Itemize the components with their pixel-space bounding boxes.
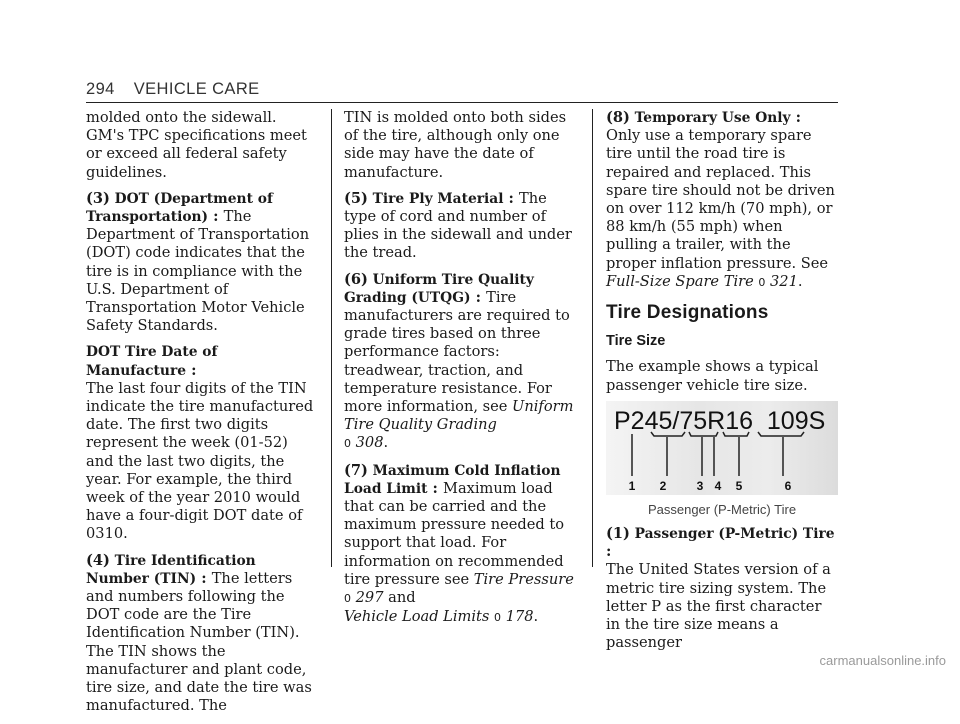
conjunction: and — [383, 589, 416, 607]
figure-label-6: 6 — [784, 478, 792, 493]
term-body: Tire manufacturers are required to grade tires based on three performance factors: treadwear, traction, and temperature resistance. For more information, see — [344, 288, 570, 416]
figure-label-3: 3 — [696, 478, 704, 493]
term-heading: Temporary Use Only — [634, 110, 791, 126]
term-heading: Maximum Cold Inflation Load Limit — [344, 462, 561, 497]
term-body: The United States version of a metric tire sizing system. The letter P as the first character in the tire size means a passenger — [606, 561, 831, 652]
page-number: 294 — [86, 80, 115, 98]
item-number: (8) — [606, 109, 630, 126]
cross-reference-link[interactable]: Tire Pressure — [473, 570, 574, 588]
paragraph: TIN is molded onto both sides of the tire, although only one side may have the date of manufacture. — [344, 109, 567, 181]
column-divider-1 — [331, 109, 332, 567]
term-body: The letters and numbers following the DOT code are the Tire Identification Number (TIN). The TIN shows the manufacturer and plant code, tire size, and date the tire was manufactured. The — [86, 569, 312, 715]
paragraph-tin — [86, 552, 318, 716]
paragraph: The example shows a typical passenger vehicle tire size. — [606, 358, 819, 394]
page-header — [86, 80, 838, 99]
cross-reference-link[interactable]: Vehicle Load Limits — [344, 608, 490, 626]
colon: : — [196, 569, 212, 587]
page-reference[interactable]: 321 — [770, 272, 798, 290]
figure-label-4: 4 — [714, 478, 722, 493]
tire-size-diagram — [606, 401, 838, 495]
figure-label-2: 2 — [659, 478, 667, 493]
subsection-title: Tire Size — [606, 333, 666, 350]
cross-reference-link[interactable]: Uniform Tire Quality Grading — [344, 398, 574, 434]
term-heading: Passenger (P-Metric) Tire — [634, 526, 835, 543]
period: . — [533, 608, 539, 626]
figure-label-1: 1 — [628, 478, 636, 493]
term-heading: DOT Tire Date of Manufacture — [86, 344, 218, 379]
watermark: carmanualsonline.info — [819, 653, 946, 668]
paragraph-ply — [344, 190, 576, 263]
page-reference[interactable]: 297 — [355, 589, 384, 607]
paragraph-dot-date — [86, 343, 318, 543]
term-heading: Tire Ply Material — [372, 190, 504, 207]
colon: : — [186, 361, 197, 379]
period: . — [383, 434, 389, 452]
item-number: (4) — [86, 551, 110, 569]
item-number: (5) — [344, 189, 368, 207]
paragraph-dot — [86, 190, 318, 336]
item-number: (7) — [344, 461, 368, 479]
section-name: VEHICLE CARE — [133, 80, 260, 98]
page-arrow-icon: 0 — [494, 611, 502, 625]
column-2 — [344, 109, 576, 635]
header-rule — [86, 102, 838, 103]
paragraph-max-load — [344, 462, 576, 628]
figure-caption: Passenger (P-Metric) Tire — [647, 501, 797, 517]
term-body: Only use a temporary spare tire until the road tire is repaired and replaced. This spare tire should not be driven on over 112 km/h (70 mph), or 88 km/h (55 mph) when pulling a trailer, with the proper inflation pressure. See — [606, 127, 835, 272]
column-3 — [606, 109, 838, 660]
page-reference[interactable]: 308 — [355, 434, 384, 452]
term-body: The type of cord and number of plies in the sidewall and under the tread. — [344, 189, 572, 262]
paragraph-passenger-tire — [606, 525, 838, 652]
term-body: The Department of Transportation (DOT) code indicates that the tire is in compliance with the U.S. Department of Transportation Motor Vehicle Safety Standards. — [86, 208, 310, 335]
pointer-lines — [632, 434, 783, 476]
colon: : — [790, 109, 801, 126]
column-1 — [86, 109, 318, 724]
item-number: (6) — [344, 270, 368, 288]
colon: : — [208, 208, 224, 226]
term-heading: DOT (Department of Transportation) — [86, 190, 273, 226]
paragraph: molded onto the sidewall. GM's TPC specifications meet or exceed all federal safety guidelines. — [86, 109, 307, 181]
term-body: The last four digits of the TIN indicate the tire manufactured date. The first two digits represent the week (01-52) and the last two digits, the year. For example, the third week of the year 2010 would have a four-digit DOT date of 0310. — [86, 379, 314, 543]
tire-size-figure — [606, 401, 838, 495]
period: . — [797, 272, 803, 290]
colon: : — [606, 543, 612, 561]
term-heading: Tire Identification Number (TIN) — [86, 552, 256, 587]
colon: : — [470, 288, 487, 306]
tire-code-text: P245/75R16 109S — [614, 406, 826, 435]
page-arrow-icon: 0 — [344, 437, 351, 451]
paragraph-temporary-use — [606, 109, 838, 292]
column-divider-2 — [592, 109, 593, 567]
page-arrow-icon: 0 — [758, 275, 766, 289]
page-arrow-icon: 0 — [344, 592, 351, 606]
term-body: Maximum load that can be carried and the maximum pressure needed to support that load. For information on recommended tire pressure see — [344, 479, 565, 588]
cross-reference-link[interactable]: Full-Size Spare Tire — [606, 272, 754, 290]
section-title: Tire Designations — [606, 302, 769, 324]
item-number: (1) — [606, 525, 630, 543]
page-reference[interactable]: 178 — [505, 608, 534, 626]
colon: : — [427, 479, 444, 497]
term-heading: Uniform Tire Quality Grading (UTQG) — [344, 271, 534, 306]
figure-label-5: 5 — [735, 478, 743, 493]
paragraph-utqg — [344, 271, 576, 454]
item-number: (3) — [86, 189, 110, 207]
colon: : — [503, 189, 520, 207]
